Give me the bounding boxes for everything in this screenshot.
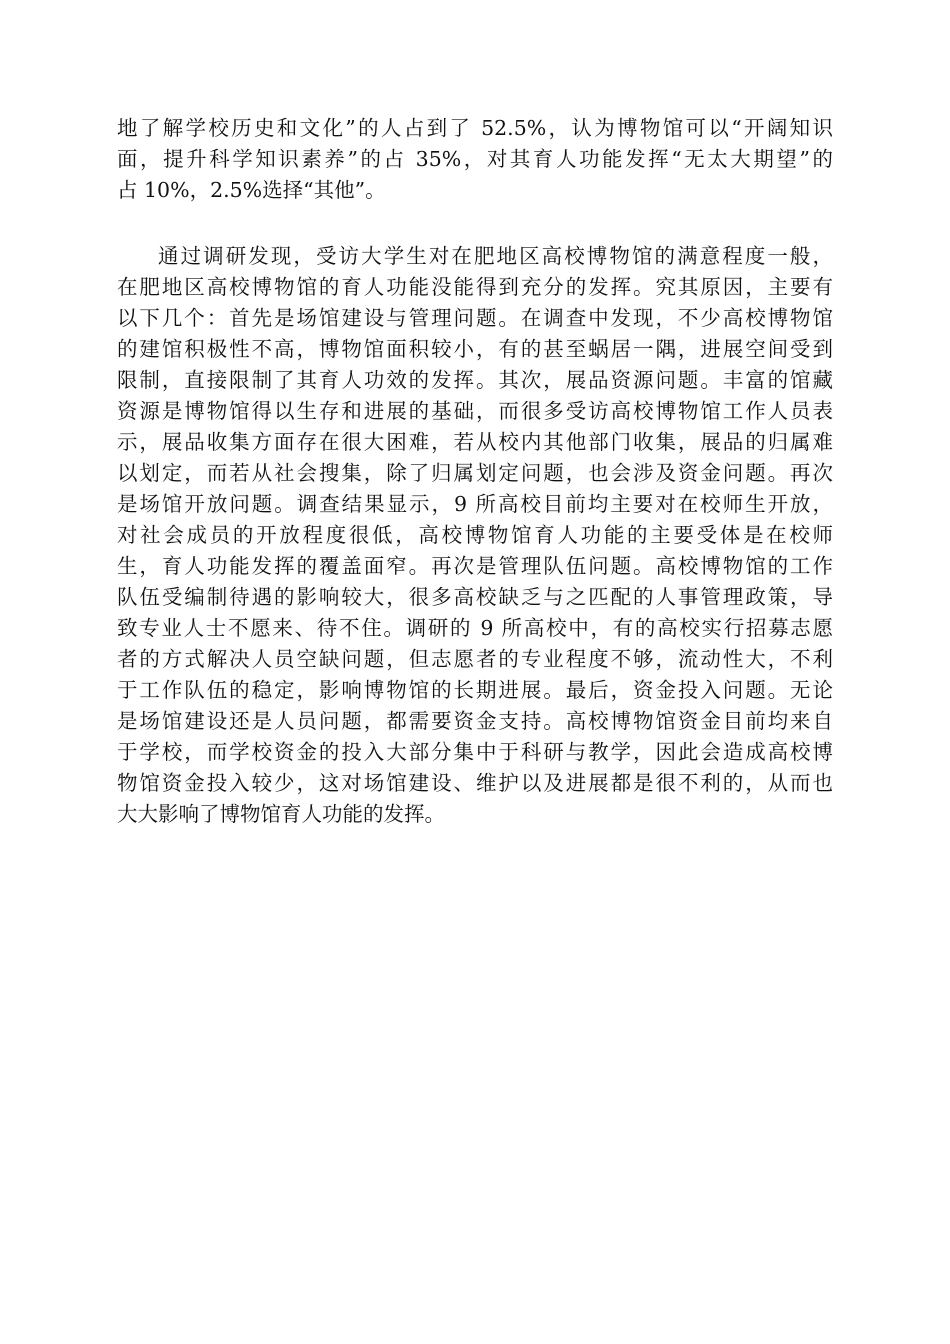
text-line: 对社会成员的开放程度很低，高校博物馆育人功能的主要受体是在校师 — [117, 523, 833, 547]
text-line: 是场馆开放问题。调查结果显示，9 所高校目前均主要对在校师生开放， — [117, 492, 833, 516]
text-line: 大大影响了博物馆育人功能的发挥。 — [117, 802, 445, 826]
text-line: 通过调研发现，受访大学生对在肥地区高校博物馆的满意程度一般， — [158, 244, 833, 268]
text-line: 面，提升科学知识素养”的占 35%，对其育人功能发挥“无太大期望”的 — [117, 147, 833, 171]
text-line: 地了解学校历史和文化”的人占到了 52.5%，认为博物馆可以“开阔知识 — [117, 116, 833, 140]
text-line: 以划定，而若从社会搜集，除了归属划定问题，也会涉及资金问题。再次 — [117, 461, 833, 485]
text-line: 物馆资金投入较少，这对场馆建设、维护以及进展都是很不利的，从而也 — [117, 771, 833, 795]
text-line: 队伍受编制待遇的影响较大，很多高校缺乏与之匹配的人事管理政策，导 — [117, 585, 833, 609]
paragraph-survey-results — [117, 113, 833, 206]
text-line: 致专业人士不愿来、待不住。调研的 9 所高校中，有的高校实行招募志愿 — [117, 616, 833, 640]
text-line: 资源是博物馆得以生存和进展的基础，而很多受访高校博物馆工作人员表 — [117, 399, 833, 423]
text-line: 限制，直接限制了其育人功效的发挥。其次，展品资源问题。丰富的馆藏 — [117, 368, 833, 392]
text-line: 示，展品收集方面存在很大困难，若从校内其他部门收集，展品的归属难 — [117, 430, 833, 454]
text-line: 于学校，而学校资金的投入大部分集中于科研与教学，因此会造成高校博 — [117, 740, 833, 764]
text-line: 于工作队伍的稳定，影响博物馆的长期进展。最后，资金投入问题。无论 — [117, 678, 833, 702]
text-line: 生，育人功能发挥的覆盖面窄。再次是管理队伍问题。高校博物馆的工作 — [117, 554, 833, 578]
text-line: 者的方式解决人员空缺问题，但志愿者的专业程度不够，流动性大，不利 — [117, 647, 833, 671]
paragraph-findings — [117, 241, 833, 830]
text-line: 以下几个：首先是场馆建设与管理问题。在调查中发现，不少高校博物馆 — [117, 306, 833, 330]
text-line: 是场馆建设还是人员问题，都需要资金支持。高校博物馆资金目前均来自 — [117, 709, 833, 733]
text-line: 的建馆积极性不高，博物馆面积较小，有的甚至蜗居一隅，进展空间受到 — [117, 337, 833, 361]
text-line: 在肥地区高校博物馆的育人功能没能得到充分的发挥。究其原因，主要有 — [117, 275, 833, 299]
text-line: 占 10%，2.5%选择“其他”。 — [117, 178, 386, 202]
